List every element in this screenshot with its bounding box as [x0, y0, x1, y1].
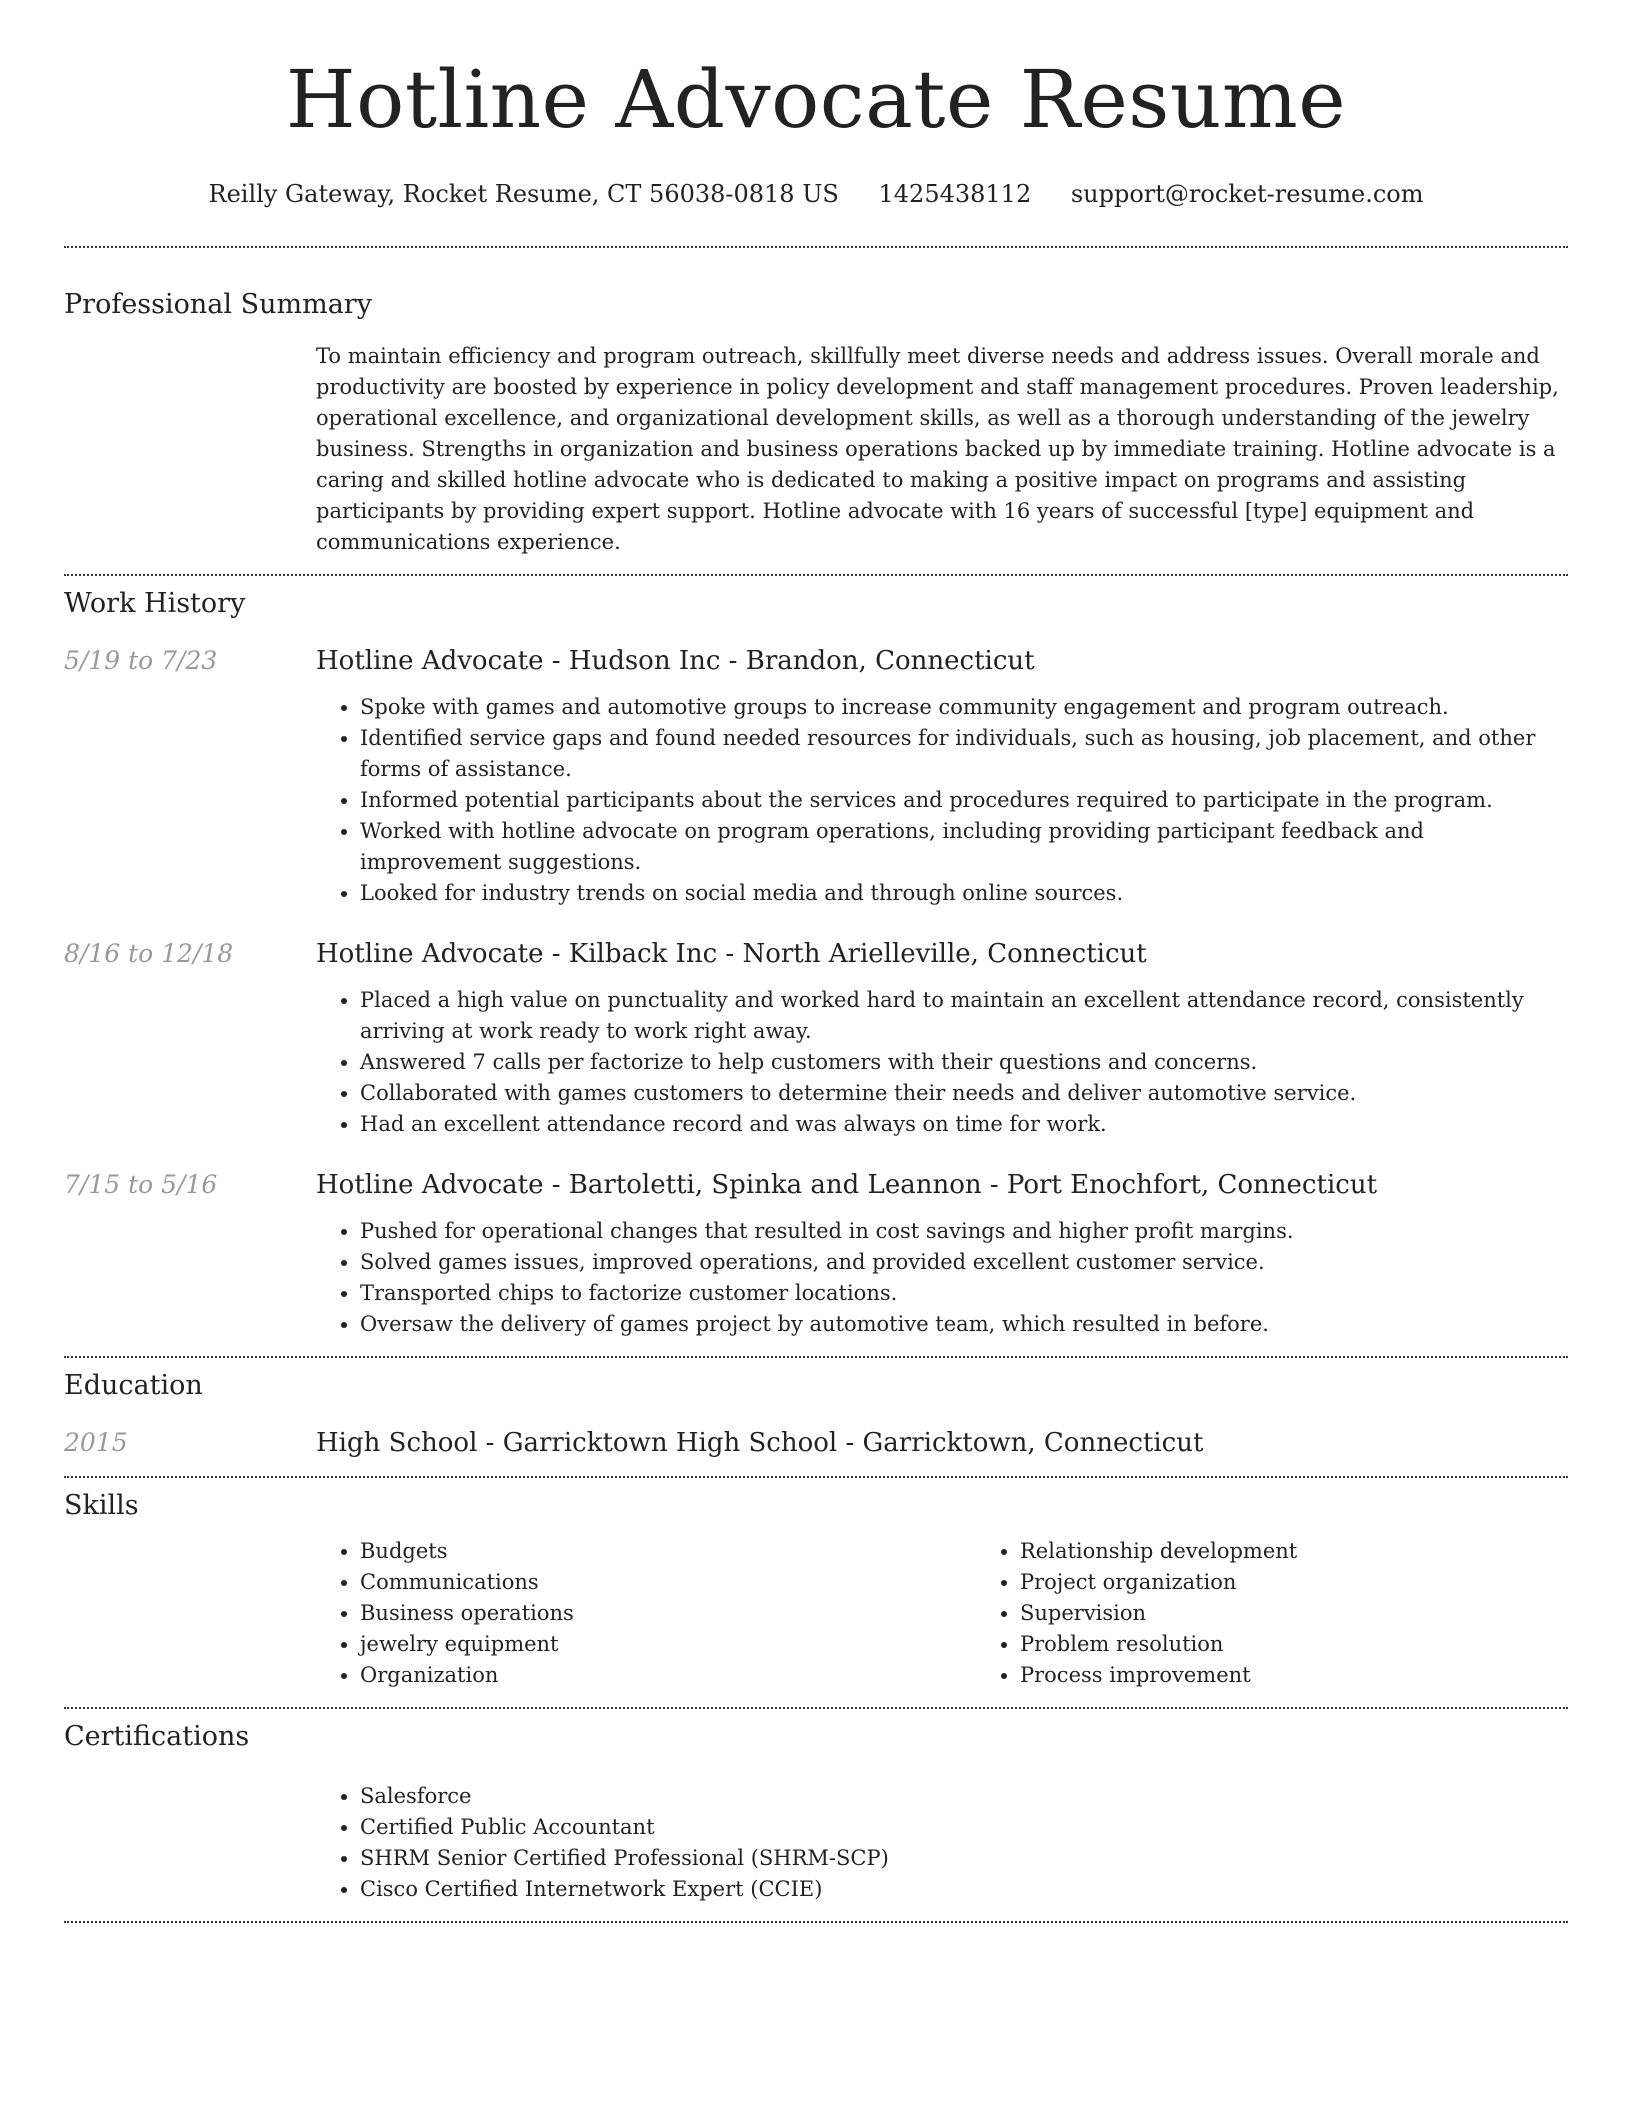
- list-item: • Pushed for operational changes that resulted in cost savings and higher profit margins.: [360, 1216, 1568, 1247]
- list-item: • Certified Public Accountant: [360, 1812, 1568, 1843]
- summary-text: To maintain efficiency and program outreach, skillfully meet diverse needs and address issues. Overall morale and productivity are boosted by experience in policy development and staff management procedures. Proven leadership, operational excellence, and organizational development skills, as well as a thorough understanding of the jewelry business. Strengths in organization and business operations backed up by immediate training. Hotline advocate is a caring and skilled hotline advocate who is dedicated to making a positive impact on programs and assisting participants by providing expert support. Hotline advocate with 16 years of successful [type] equipment and communications experience.: [316, 344, 1559, 554]
- contact-email: support@rocket-resume.com: [1070, 180, 1424, 208]
- divider: [64, 574, 1568, 576]
- certifications-heading: Certifications: [64, 1721, 250, 1752]
- list-item: • Placed a high value on punctuality and worked hard to maintain an excellent attendance record, consistently arriving at work ready to work right away.: [360, 985, 1568, 1047]
- divider: [64, 1707, 1568, 1709]
- job-entry: [64, 1168, 1568, 1340]
- education-title: High School - Garricktown High School - Garricktown, Connecticut: [316, 1428, 1204, 1458]
- job-bullets: [316, 1216, 1568, 1340]
- job-title: Hotline Advocate - Hudson Inc - Brandon, Connecticut: [316, 646, 1035, 676]
- skills-section: [64, 1488, 1568, 1691]
- education-entry: [64, 1426, 1568, 1460]
- list-item: • Problem resolution: [1020, 1629, 1632, 1660]
- list-item: • Project organization: [1020, 1567, 1632, 1598]
- job-title: Hotline Advocate - Bartoletti, Spinka and Leannon - Port Enochfort, Connecticut: [316, 1170, 1378, 1200]
- list-item: • Had an excellent attendance record and was always on time for work.: [360, 1109, 1568, 1140]
- certifications-list: [316, 1781, 1568, 1905]
- list-item: • jewelry equipment: [360, 1629, 976, 1660]
- page-title: Hotline Advocate Resume: [285, 53, 1347, 146]
- skills-list: [316, 1536, 1632, 1691]
- list-item: • Budgets: [360, 1536, 976, 1567]
- list-item: • Supervision: [1020, 1598, 1632, 1629]
- job-dates: 5/19 to 7/23: [64, 646, 218, 675]
- skills-heading: Skills: [64, 1490, 139, 1521]
- list-item: • Oversaw the delivery of games project by automotive team, which resulted in before.: [360, 1309, 1568, 1340]
- job-bullets: [316, 985, 1568, 1140]
- list-item: • Business operations: [360, 1598, 976, 1629]
- list-item: • Worked with hotline advocate on program operations, including providing participant feedback and improvement suggestions.: [360, 816, 1568, 878]
- contact-phone: 1425438112: [878, 180, 1032, 208]
- summary-heading: Professional Summary: [64, 289, 372, 320]
- divider: [64, 246, 1568, 248]
- work-history-section: [64, 586, 1568, 1340]
- contact-address: Reilly Gateway, Rocket Resume, CT 56038-0818 US: [208, 180, 839, 208]
- list-item: • Identified service gaps and found needed resources for individuals, such as housing, job placement, and other forms of assistance.: [360, 723, 1568, 785]
- skills-column-right: [976, 1536, 1632, 1691]
- list-item: • Solved games issues, improved operations, and provided excellent customer service.: [360, 1247, 1568, 1278]
- list-item: • Spoke with games and automotive groups to increase community engagement and program outreach.: [360, 692, 1568, 723]
- divider: [64, 1356, 1568, 1358]
- education-heading: Education: [64, 1370, 203, 1401]
- list-item: • Organization: [360, 1660, 976, 1691]
- job-dates: 7/15 to 5/16: [64, 1170, 218, 1199]
- job-entry: [64, 937, 1568, 1140]
- work-history-heading: Work History: [64, 588, 246, 619]
- skills-column-left: [316, 1536, 976, 1691]
- certifications-section: [64, 1719, 1568, 1905]
- list-item: • Transported chips to factorize customer locations.: [360, 1278, 1568, 1309]
- education-year: 2015: [64, 1428, 128, 1457]
- list-item: • Salesforce: [360, 1781, 1568, 1812]
- list-item: • SHRM Senior Certified Professional (SHRM-SCP): [360, 1843, 1568, 1874]
- job-title: Hotline Advocate - Kilback Inc - North Arielleville, Connecticut: [316, 939, 1147, 969]
- list-item: • Answered 7 calls per factorize to help customers with their questions and concerns.: [360, 1047, 1568, 1078]
- list-item: • Cisco Certified Internetwork Expert (CCIE): [360, 1874, 1568, 1905]
- list-item: • Informed potential participants about the services and procedures required to participate in the program.: [360, 785, 1568, 816]
- divider: [64, 1921, 1568, 1923]
- list-item: • Process improvement: [1020, 1660, 1632, 1691]
- list-item: • Collaborated with games customers to determine their needs and deliver automotive service.: [360, 1078, 1568, 1109]
- summary-section: [64, 287, 1568, 558]
- divider: [64, 1476, 1568, 1478]
- contact-line: [64, 178, 1568, 210]
- education-section: [64, 1368, 1568, 1460]
- job-dates: 8/16 to 12/18: [64, 939, 234, 968]
- job-entry: [64, 644, 1568, 909]
- list-item: • Relationship development: [1020, 1536, 1632, 1567]
- list-item: • Looked for industry trends on social media and through online sources.: [360, 878, 1568, 909]
- job-bullets: [316, 692, 1568, 909]
- list-item: • Communications: [360, 1567, 976, 1598]
